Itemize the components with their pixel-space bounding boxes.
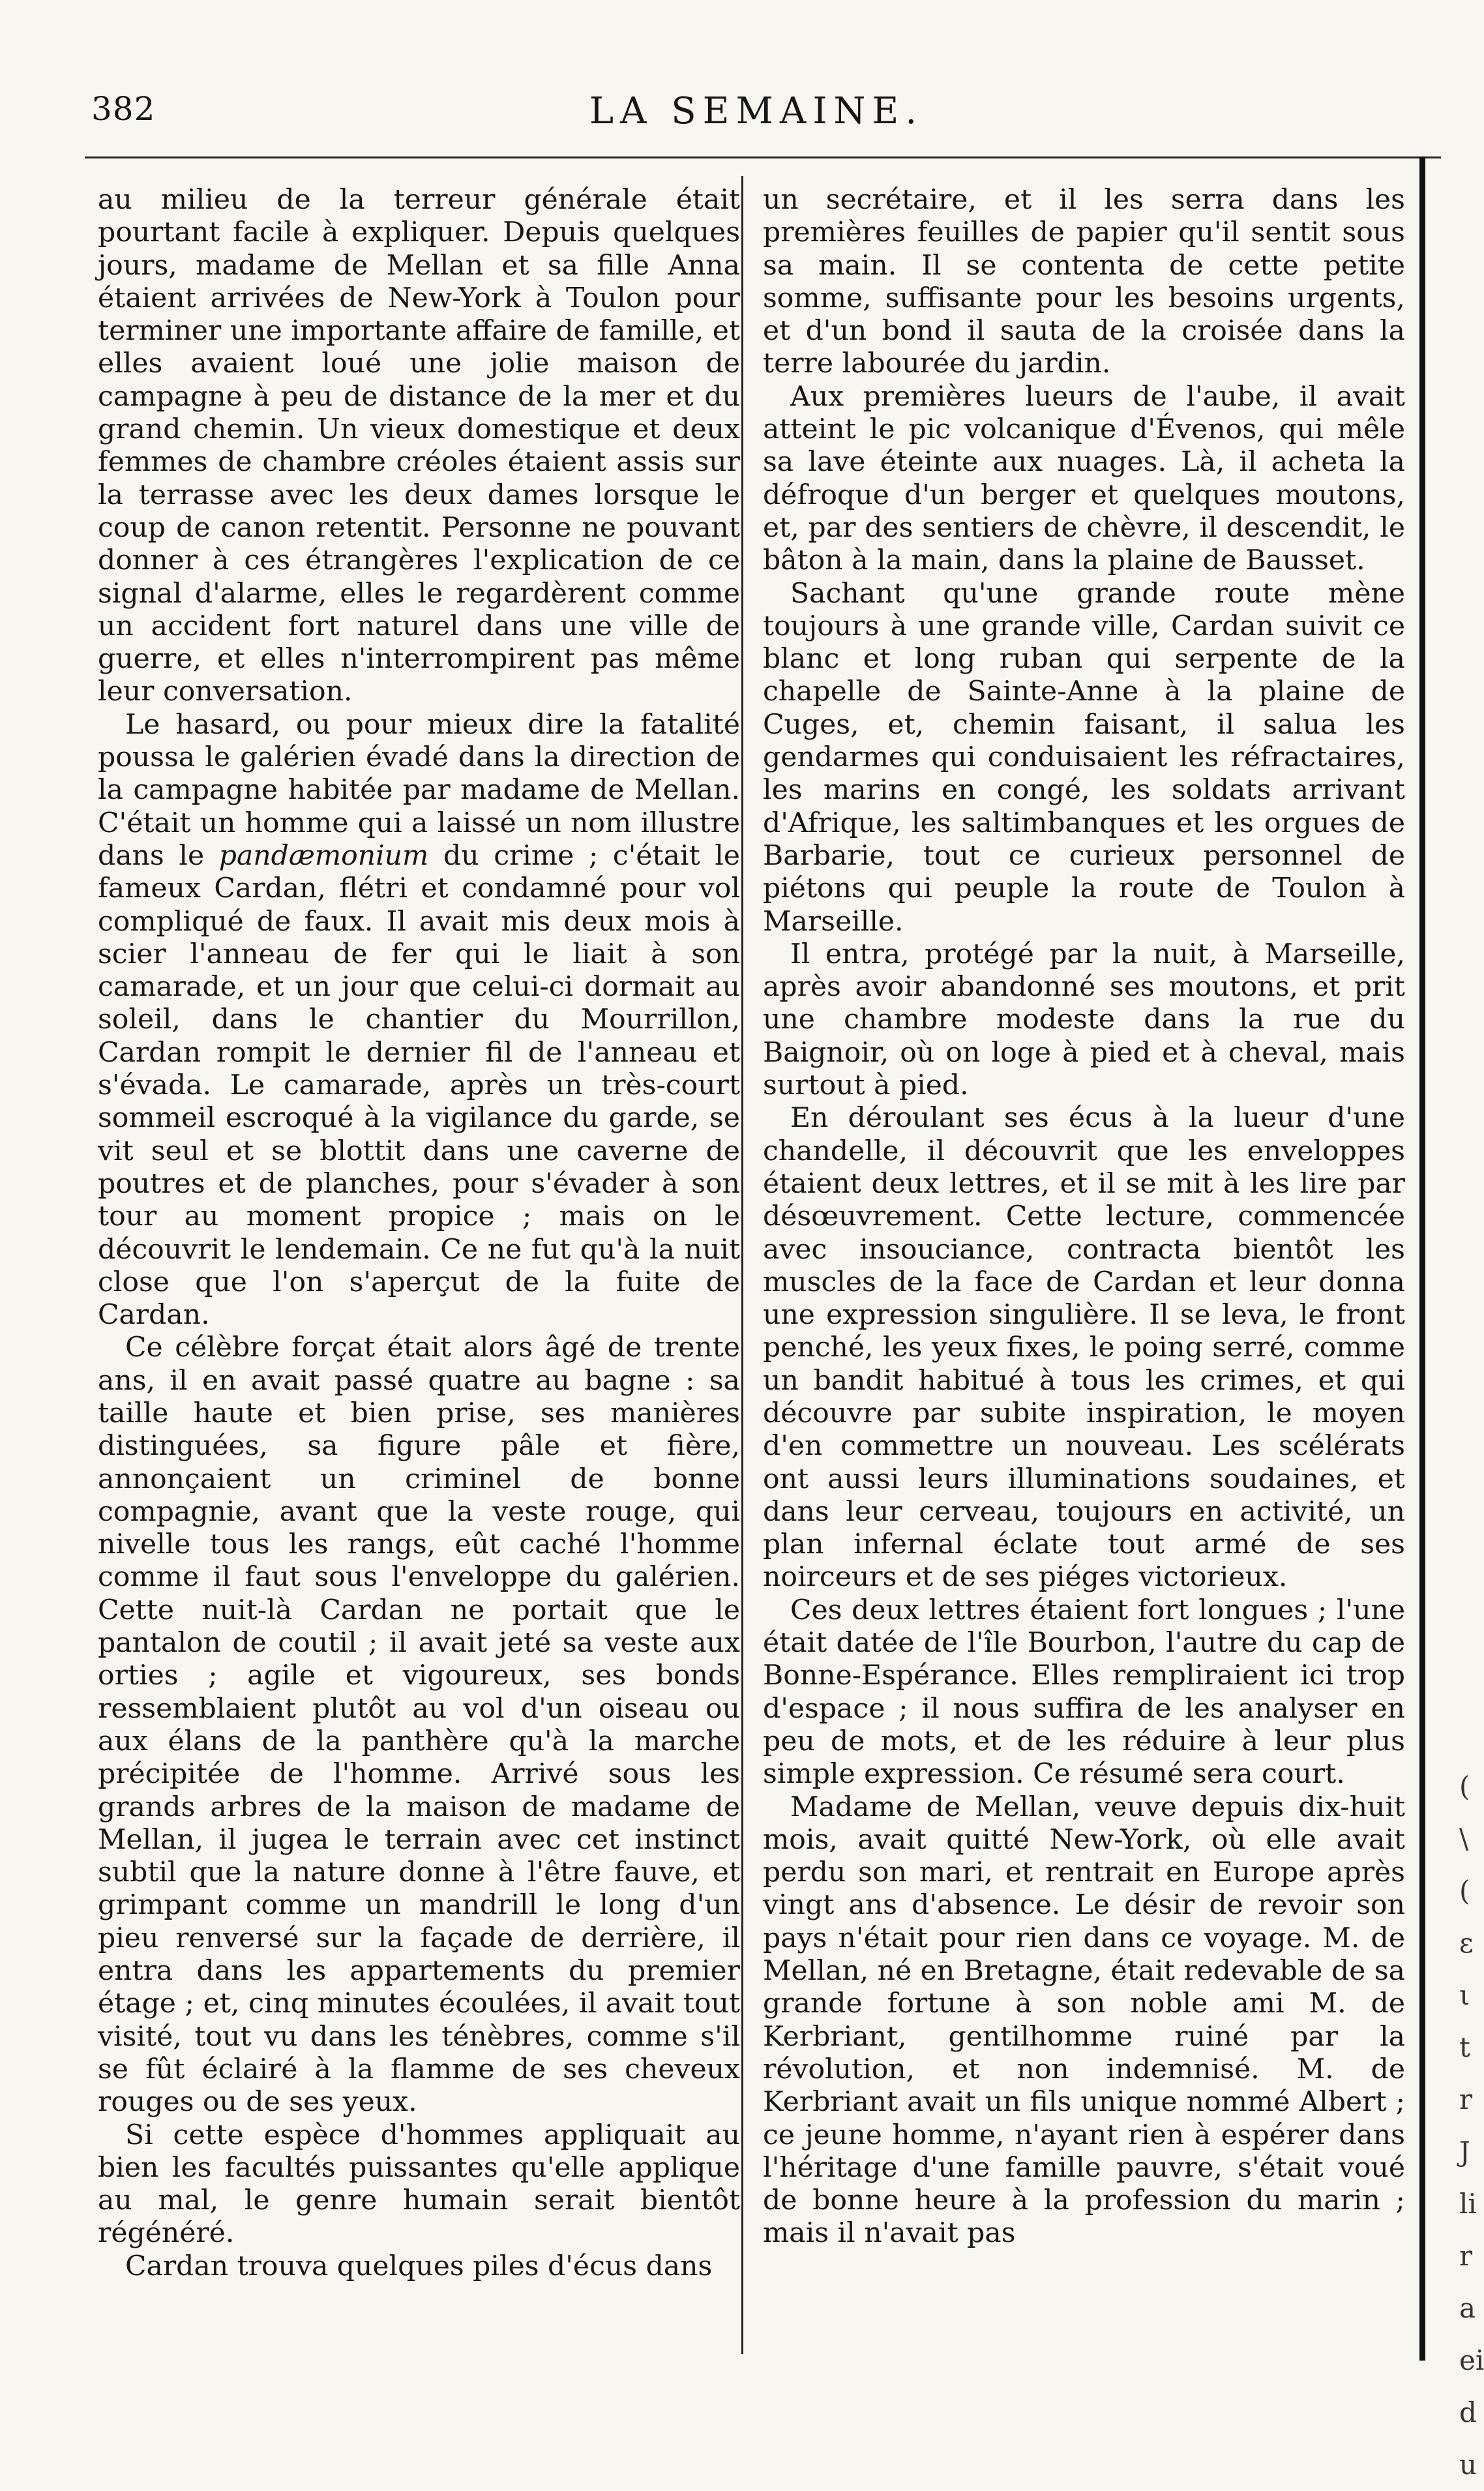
column-divider: [741, 176, 743, 2354]
margin-fragment: ι: [1459, 1979, 1470, 2011]
paragraph: Sachant qu'une grande route mène toujours à une grande ville, Cardan suivit ce blanc et long ruban qui serpente de la chapelle de Sainte-Anne à la plaine de Cuges, et, chemin faisant, il salua les gendarmes qui conduisaient les réfractaires, les marins en congé, les soldats arrivant d'Afrique, les saltimbanques et les orgues de Barbarie, tout ce curieux personnel de piétons qui peuple la route de Toulon à Marseille.: [763, 577, 1405, 938]
paragraph: Ce célèbre forçat était alors âgé de trente ans, il en avait passé quatre au bagne : sa taille haute et bien prise, ses manières distinguées, sa figure pâle et fière, annonçaient un criminel de bonne compagnie, avant que la veste rouge, qui nivelle tous les rangs, eût caché l'homme comme il faut sous l'enveloppe du galérien. Cette nuit-là Cardan ne portait que le pantalon de coutil ; il avait jeté sa veste aux orties ; agile et vigoureux, ses bonds ressemblaient plutôt au vol d'un oiseau ou aux élans de la panthère qu'à la marche précipitée de l'homme. Arrivé sous les grands arbres de la maison de madame de Mellan, il jugea le terrain avec cet instinct subtil que la nature donne à l'être fauve, et grimpant comme un mandrill le long d'un pieu renversé sur la façade de derrière, il entra dans les appartements du premier étage ; et, cinq minutes écoulées, il avait tout visité, tout vu dans les ténèbres, comme s'il se fût éclairé à la flamme de ses cheveux rouges ou de ses yeux.: [98, 1332, 740, 2119]
paragraph: un secrétaire, et il les serra dans les premières feuilles de papier qu'il sentit sous sa main. Il se contenta de cette petite somme, suffisante pour les besoins urgents, et d'un bond il sauta de la croisée dans la terre labourée du jardin.: [763, 184, 1405, 380]
margin-fragment: t: [1459, 2031, 1470, 2063]
margin-fragment: r: [1459, 2083, 1473, 2115]
margin-fragment: u: [1459, 2449, 1477, 2481]
paragraph: au milieu de la terreur générale était pourtant facile à expliquer. Depuis quelques jours, madame de Mellan et sa fille Anna étaient arrivées de New-York à Toulon pour terminer une importante affaire de famille, et elles avaient loué une jolie maison de campagne à peu de distance de la mer et du grand chemin. Un vieux domestique et deux femmes de chambre créoles étaient assis sur la terrasse avec les deux dames lorsque le coup de canon retentit. Personne ne pouvant donner à ces étrangères l'explication de ce signal d'alarme, elles le regardèrent comme un accident fort naturel dans une ville de guerre, et elles n'interrompirent pas même leur conversation.: [98, 184, 740, 708]
paragraph: [98, 709, 740, 1332]
italic-word: pandæmonium: [218, 839, 429, 872]
paragraph: En déroulant ses écus à la lueur d'une chandelle, il découvrit que les enveloppes étaient deux lettres, et il se mit à les lire par désœuvrement. Cette lecture, commencée avec insouciance, contracta bientôt les muscles de la face de Cardan et leur donna une expression singulière. Il se leva, le front penché, les yeux fixes, le poing serré, comme un bandit habitué à tous les crimes, et qui découvre par subite inspiration, le moyen d'en commettre un nouveau. Les scélérats ont aussi leurs illuminations soudaines, et dans leur cerveau, toujours en activité, un plan infernal éclate tout armé de ses noirceurs et de ses piéges victorieux.: [763, 1102, 1405, 1594]
paragraph: Il entra, protégé par la nuit, à Marseille, après avoir abandonné ses moutons, et prit une chambre modeste dans la rue du Baignoir, où on loge à pied et à cheval, mais surtout à pied.: [763, 938, 1405, 1102]
margin-fragment: ei: [1459, 2344, 1484, 2376]
margin-fragment: li: [1459, 2188, 1477, 2220]
paragraph: Ces deux lettres étaient fort longues ; l'une était datée de l'île Bourbon, l'autre du cap de Bonne-Espérance. Elles rempliraient ici trop d'espace ; il nous suffira de les analyser en peu de mots, et de les réduire à leur plus simple expression. Ce résumé sera court.: [763, 1594, 1405, 1791]
margin-fragment: \: [1459, 1823, 1469, 1855]
right-column: [763, 184, 1405, 2250]
header-rule: [85, 157, 1441, 158]
paragraph-text: Le hasard, ou pour mieux dire la fatalité poussa le galérien évadé dans la direction de la campagne habitée par madame de Mellan. C'était un homme qui a laissé un nom illustre dans le: [98, 708, 740, 872]
margin-fragment: d: [1459, 2396, 1477, 2428]
page-header: [91, 90, 1421, 149]
margin-fragment: r: [1459, 2240, 1473, 2272]
running-title: LA SEMAINE.: [589, 90, 924, 132]
margin-fragment: a: [1459, 2292, 1476, 2324]
margin-fragments: [1459, 1761, 1484, 2491]
margin-fragment: J: [1459, 2136, 1470, 2168]
paragraph-text: du crime ; c'était le fameux Cardan, flétri et condamné pour vol compliqué de faux. Il avait mis deux mois à scier l'anneau de fer qui le liait à son camarade, et un jour que celui-ci dormait au soleil, dans le chantier du Mourrillon, Cardan rompit le dernier fil de l'anneau et s'évada. Le camarade, après un très-court sommeil escroqué à la vigilance du garde, se vit seul et se blottit dans une caverne de poutres et de planches, pour s'évader à son tour au moment propice ; mais on le découvrit le lendemain. Ce ne fut qu'à la nuit close que l'on s'aperçut de la fuite de Cardan.: [98, 839, 741, 1332]
left-column: [98, 184, 740, 2283]
margin-fragment: (: [1459, 1875, 1470, 1907]
page-number: 382: [91, 90, 156, 128]
margin-fragment: ε: [1459, 1927, 1474, 1959]
paragraph: Si cette espèce d'hommes appliquait au bien les facultés puissantes qu'elle applique au mal, le genre humain serait bientôt régénéré.: [98, 2119, 740, 2250]
paragraph: Madame de Mellan, veuve depuis dix-huit mois, avait quitté New-York, où elle avait perdu son mari, et rentrait en Europe après vingt ans d'absence. Le désir de revoir son pays n'était pour rien dans ce voyage. M. de Mellan, né en Bretagne, était redevable de sa grande fortune à son noble ami M. de Kerbriant, gentilhomme ruiné par la révolution, et non indemnisé. M. de Kerbriant avait un fils unique nommé Albert ; ce jeune homme, n'ayant rien à espérer dans l'héritage d'une famille pauvre, s'était voué de bonne heure à la profession du marin ; mais il n'avait pas: [763, 1791, 1405, 2250]
page-edge-bar: [1419, 157, 1425, 2361]
paragraph: Aux premières lueurs de l'aube, il avait atteint le pic volcanique d'Évenos, qui mêle sa lave éteinte aux nuages. Là, il acheta la défroque d'un berger et quelques moutons, et, par des sentiers de chèvre, il descendit, le bâton à la main, dans la plaine de Bausset.: [763, 380, 1405, 577]
paragraph: Cardan trouva quelques piles d'écus dans: [125, 2250, 713, 2282]
margin-fragment: (: [1459, 1770, 1470, 1802]
